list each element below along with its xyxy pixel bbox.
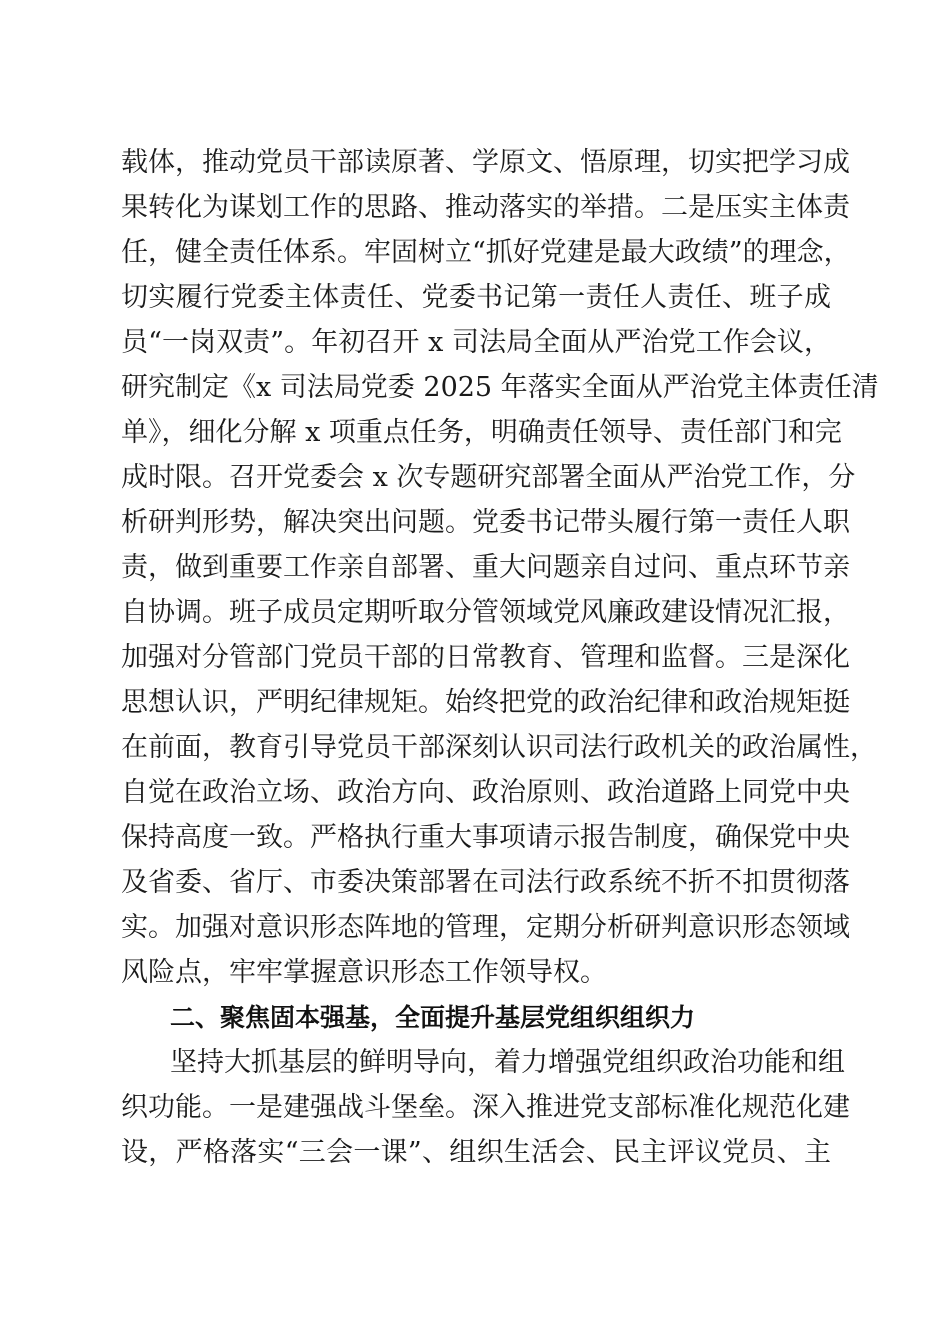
body-text-line: 织功能。一是建强战斗堡垒。深入推进党支部标准化规范化建 — [121, 1092, 850, 1123]
body-text-line: 责，做到重要工作亲自部署、重大问题亲自过问、重点环节亲 — [121, 552, 850, 583]
body-text-line: 实。加强对意识形态阵地的管理，定期分析研判意识形态领域 — [121, 912, 850, 943]
body-text-line: 加强对分管部门党员干部的日常教育、管理和监督。三是深化 — [121, 642, 850, 673]
body-text-line: 在前面，教育引导党员干部深刻认识司法行政机关的政治属性， — [121, 732, 877, 763]
section-heading: 二、聚焦固本强基，全面提升基层党组织组织力 — [170, 1003, 696, 1032]
body-text-line: 风险点，牢牢掌握意识形态工作领导权。 — [121, 957, 607, 988]
body-text-line: 切实履行党委主体责任、党委书记第一责任人责任、班子成 — [121, 282, 831, 313]
body-text-line: 研究制定《x 司法局党委 2025 年落实全面从严治党主体责任清 — [121, 372, 879, 403]
body-text-line: 载体，推动党员干部读原著、学原文、悟原理，切实把学习成 — [121, 147, 850, 178]
body-text-line: 保持高度一致。严格执行重大事项请示报告制度，确保党中央 — [121, 822, 850, 853]
body-text-line: 自协调。班子成员定期听取分管领域党风廉政建设情况汇报， — [121, 597, 850, 628]
body-text-line: 果转化为谋划工作的思路、推动落实的举措。二是压实主体责 — [121, 192, 850, 223]
body-text-line: 设，严格落实“三会一课”、组织生活会、民主评议党员、主 — [121, 1137, 831, 1168]
body-text-line: 思想认识，严明纪律规矩。始终把党的政治纪律和政治规矩挺 — [121, 687, 850, 718]
body-text-line: 任，健全责任体系。牢固树立“抓好党建是最大政绩”的理念， — [121, 237, 851, 268]
body-text-line: 成时限。召开党委会 x 次专题研究部署全面从严治党工作，分 — [121, 462, 856, 493]
body-text-line: 坚持大抓基层的鲜明导向，着力增强党组织政治功能和组 — [170, 1047, 845, 1078]
body-text-line: 及省委、省厅、市委决策部署在司法行政系统不折不扣贯彻落 — [121, 867, 850, 898]
body-text-line: 自觉在政治立场、政治方向、政治原则、政治道路上同党中央 — [121, 777, 850, 808]
body-text-line: 员“一岗双责”。年初召开 x 司法局全面从严治党工作会议， — [121, 327, 831, 358]
body-text-line: 析研判形势，解决突出问题。党委书记带头履行第一责任人职 — [121, 507, 850, 538]
body-text-line: 单》，细化分解 x 项重点任务，明确责任领导、责任部门和完 — [121, 417, 842, 448]
